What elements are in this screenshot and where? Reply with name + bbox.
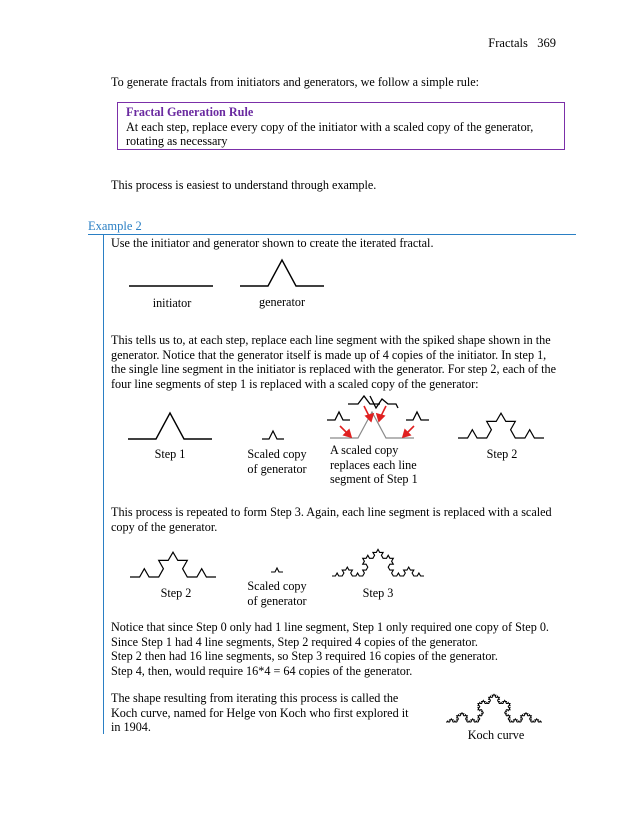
paragraph-3-line: Notice that since Step 0 only had 1 line segment, Step 1 only required one copy of Step 0. (111, 620, 549, 634)
paragraph-2-line: This process is repeated to form Step 3. Again, each line segment is replaced with a scaled (111, 505, 552, 519)
generator-path (240, 260, 324, 286)
replacement-diagram (322, 396, 437, 444)
paragraph-1-line: This tells us to, at each step, replace each line segment with the spiked shape shown in the (111, 333, 551, 347)
fig1-scaled-copy-label (240, 447, 314, 476)
fig2-step2-label: Step 2 (160, 586, 192, 600)
rule-line-2: rotating as necessary (126, 134, 228, 148)
paragraph-1-line: four line segments of step 1 is replaced with a scaled copy of the generator: (111, 376, 479, 391)
fig1-scaled-copy-line: of generator (247, 461, 307, 476)
process-note: This process is easiest to understand through example. (111, 178, 377, 192)
paragraph-1-line: the single line segment in the initiator is replaced with the generator. For step 2, each of the (111, 362, 557, 376)
step2-path (458, 413, 544, 438)
initiator-label: initiator (152, 296, 192, 310)
example-instruction: Use the initiator and generator shown to create the iterated fractal. (111, 236, 434, 250)
generator-figure (238, 256, 338, 296)
step1-figure (126, 408, 216, 444)
koch-curve-figure (444, 686, 544, 726)
rule-title: Fractal Generation Rule (126, 105, 254, 119)
fig2-scaled-copy-label (240, 579, 314, 608)
fig2-step2-figure (128, 545, 218, 581)
rule-box (117, 102, 565, 150)
fig2-step3-label: Step 3 (362, 586, 394, 600)
scaled-generator-figure (261, 428, 291, 442)
paragraph-3-line: Since Step 1 had 4 line segments, Step 2 required 4 copies of the generator. (111, 634, 478, 649)
running-header (488, 36, 556, 51)
paragraph-4-line: The shape resulting from iterating this process is called the (111, 691, 399, 705)
paragraph-3-line: Step 2 then had 16 line segments, so Step 3 required 16 copies of the generator. (111, 649, 498, 663)
scaled-copy-right (406, 412, 429, 420)
example-rule-vertical (103, 234, 104, 734)
paragraph-4-line: in 1904. (111, 720, 151, 734)
tiny-generator-path (271, 568, 283, 572)
fig1-replaces-line: replaces each line (330, 457, 417, 472)
initiator-figure (125, 256, 225, 296)
scaled-generator-path (262, 431, 284, 439)
koch-curve-label: Koch curve (467, 728, 525, 742)
paragraph-4 (111, 691, 409, 735)
scaled-copy-top-left (348, 396, 380, 404)
paragraph-2-line: copy of the generator. (111, 519, 218, 534)
page-number: 369 (537, 36, 556, 50)
paragraph-2 (111, 505, 552, 534)
arrow-head (377, 414, 384, 421)
scaled-copy-top-right (370, 396, 398, 408)
fig1-replaces-label (330, 443, 432, 487)
fig1-step2-label: Step 2 (486, 447, 518, 461)
tiny-generator-figure (270, 566, 286, 574)
fig1-step1-label: Step 1 (154, 447, 186, 461)
intro-text: To generate fractals from initiators and generators, we follow a simple rule: (111, 75, 480, 89)
paragraph-4-line: Koch curve, named for Helge von Koch who first explored it (111, 705, 409, 720)
example-label: Example 2 (88, 219, 142, 233)
paragraph-3 (111, 620, 549, 678)
header-section: Fractals (488, 36, 528, 50)
scaled-copy-left (327, 412, 350, 420)
fig2-scaled-copy-line: of generator (247, 593, 307, 608)
step3-path (332, 549, 424, 576)
step3-figure (330, 540, 426, 580)
paragraph-1-line: generator. Notice that the generator itself is made up of 4 copies of the initiator. In step 1, (111, 347, 547, 362)
generator-label: generator (258, 295, 305, 309)
fig1-replaces-line: A scaled copy (330, 443, 399, 457)
fig1-scaled-copy-line: Scaled copy (247, 447, 307, 461)
rule-line-1: At each step, replace every copy of the initiator with a scaled copy of the generator, (126, 119, 534, 134)
paragraph-1 (111, 333, 556, 391)
step1-path (128, 413, 212, 439)
paragraph-3-line: Step 4, then, would require 16*4 = 64 copies of the generator. (111, 663, 413, 678)
koch-curve-path (446, 694, 542, 722)
fig2-step2-path (130, 552, 216, 577)
fig1-replaces-line: segment of Step 1 (330, 472, 418, 486)
step2-figure (456, 406, 546, 442)
fig2-scaled-copy-line: Scaled copy (247, 579, 307, 593)
